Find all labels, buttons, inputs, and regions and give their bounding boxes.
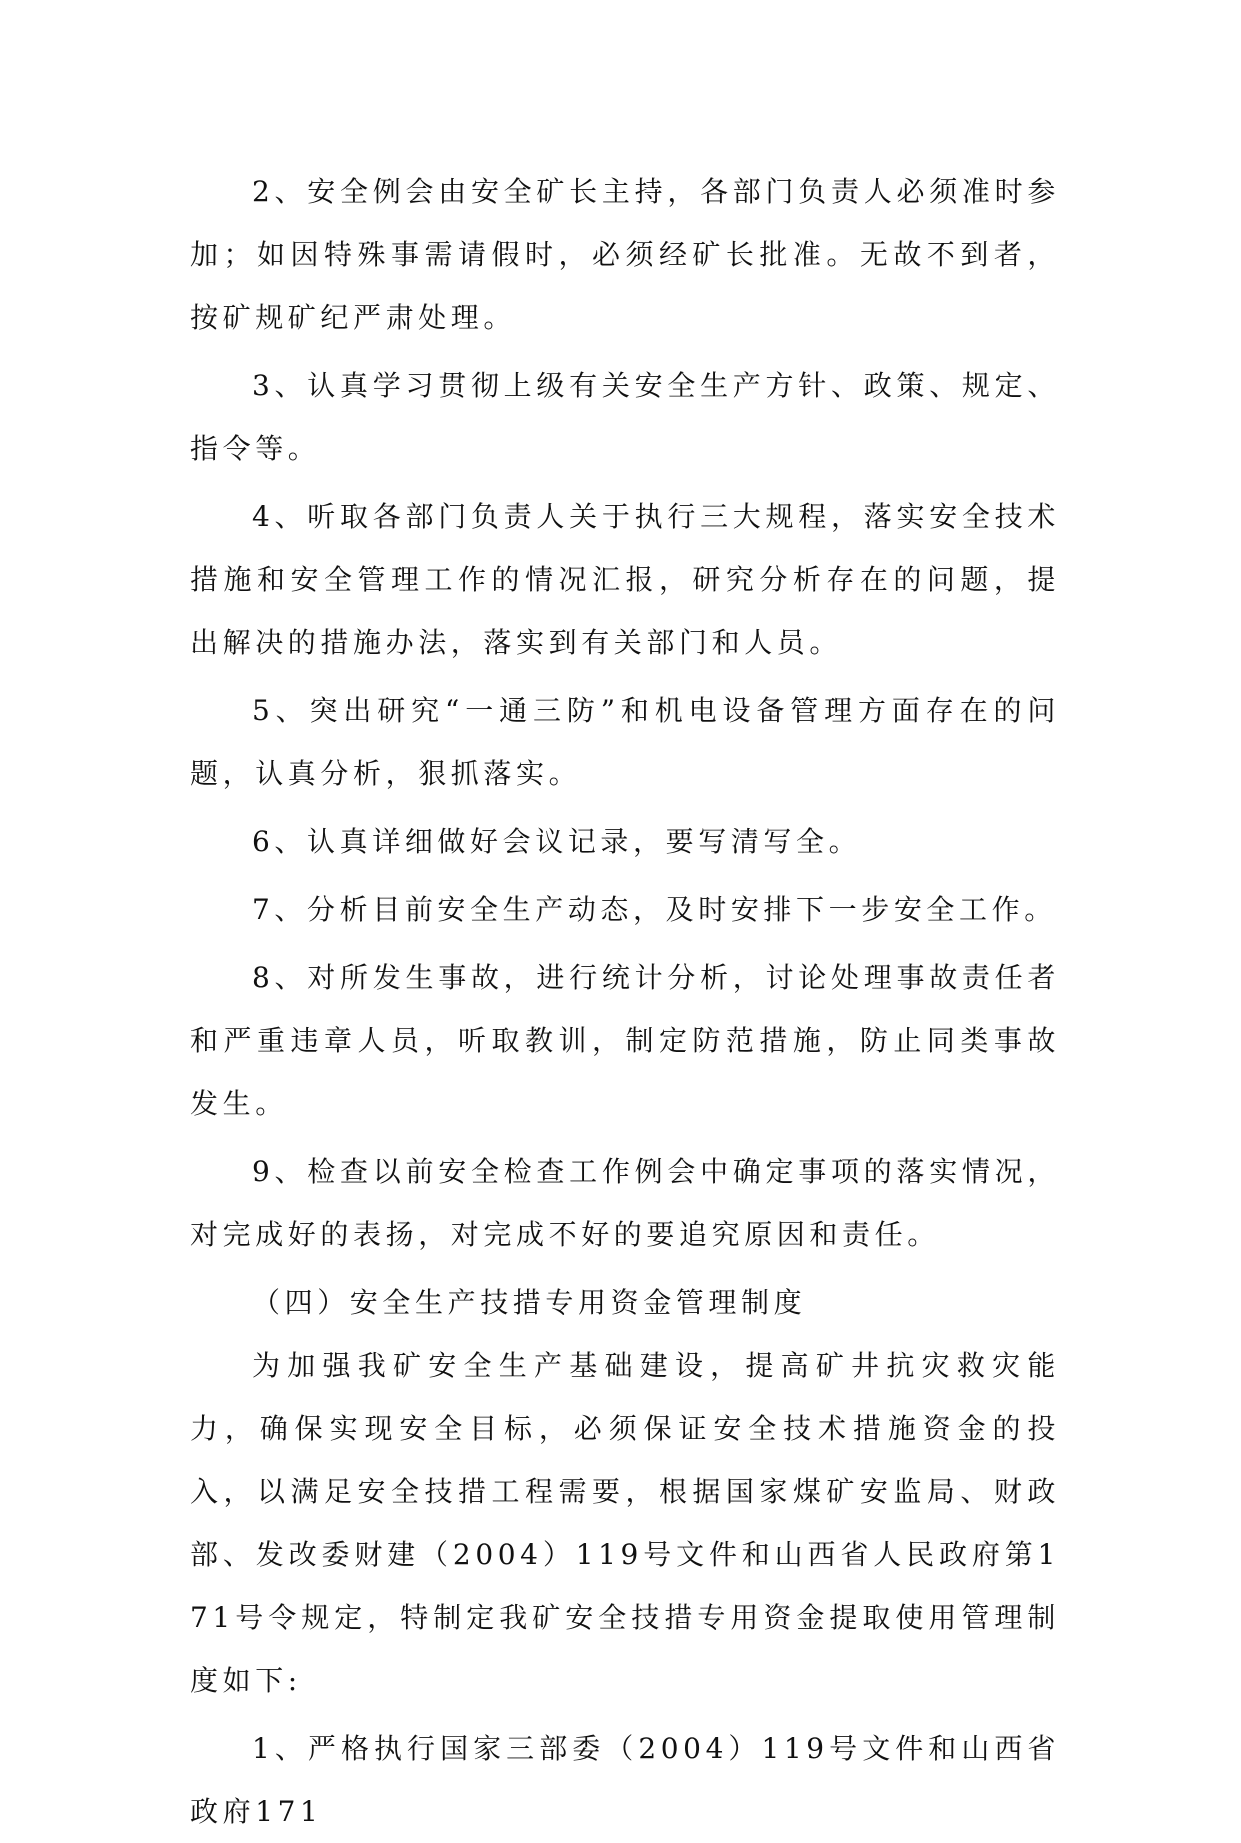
section-intro-paragraph: 为加强我矿安全生产基础建设，提高矿井抗灾救灾能力，确保实现安全目标，必须保证安全技术措施资金的投入，以满足安全技措工程需要，根据国家煤矿安监局、财政部、发改委财建（2004）119号文件和山西省人民政府第171号令规定，特制定我矿安全技措专用资金提取使用管理制度如下: [190,1349,1060,1697]
paragraph-item-9: 9、检查以前安全检查工作例会中确定事项的落实情况，对完成好的表扬，对完成不好的要追究原因和责任。 [190,1155,1060,1251]
paragraph-item-6: 6、认真详细做好会议记录，要写清写全。 [252,825,862,858]
paragraph-item-8: 8、对所发生事故，进行统计分析，讨论处理事故责任者和严重违章人员，听取教训，制定防范措施，防止同类事故发生。 [190,961,1060,1120]
paragraph-item-5: 5、突出研究“一通三防”和机电设备管理方面存在的问题，认真分析，狠抓落实。 [190,694,1060,790]
document-body [190,160,1060,1843]
paragraph-item-2: 2、安全例会由安全矿长主持，各部门负责人必须准时参加；如因特殊事需请假时，必须经矿长批准。无故不到者，按矿规矿纪严肃处理。 [190,175,1060,334]
paragraph-item-3: 3、认真学习贯彻上级有关安全生产方针、政策、规定、指令等。 [190,369,1060,465]
paragraph-item-4: 4、听取各部门负责人关于执行三大规程，落实安全技术措施和安全管理工作的情况汇报，研究分析存在的问题，提出解决的措施办法，落实到有关部门和人员。 [190,500,1060,659]
paragraph-item-7: 7、分析目前安全生产动态，及时安排下一步安全工作。 [252,893,1057,926]
section-item-1: 1、严格执行国家三部委（2004）119号文件和山西省政府171 [190,1732,1060,1828]
section-heading: （四）安全生产技措专用资金管理制度 [252,1286,807,1319]
